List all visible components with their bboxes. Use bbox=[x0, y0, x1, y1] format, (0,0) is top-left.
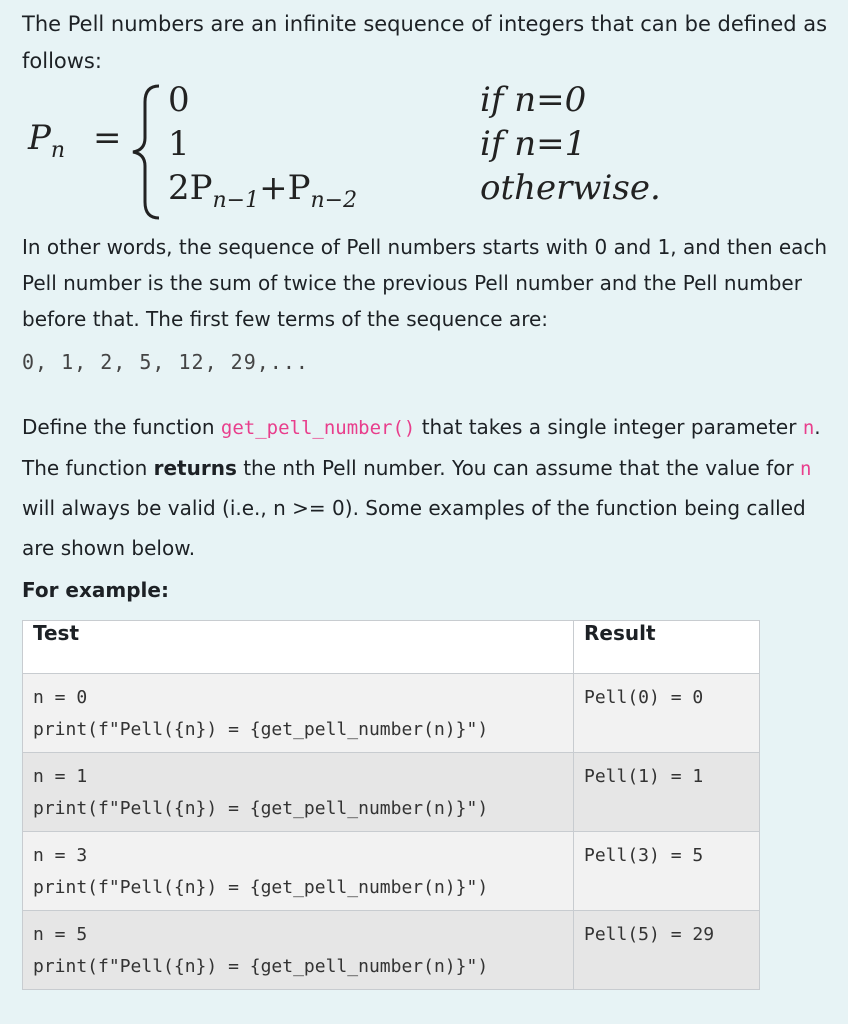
sequence-text: 0, 1, 2, 5, 12, 29,... bbox=[22, 350, 309, 374]
test-cell: n = 5 print(f"Pell({n}) = {get_pell_number(n)}") bbox=[23, 911, 574, 990]
test-cell: n = 0 print(f"Pell({n}) = {get_pell_number(n)}") bbox=[23, 674, 574, 753]
table-row bbox=[23, 753, 760, 832]
examples-table bbox=[22, 620, 760, 990]
case-cond-0: if n=0 bbox=[480, 80, 587, 120]
param-code: n bbox=[800, 457, 812, 480]
table-row bbox=[23, 911, 760, 990]
formula-lhs: $P_n$ bbox=[28, 118, 66, 163]
case-expr-1: 1 bbox=[168, 124, 190, 164]
case-cond-1: if n=1 bbox=[480, 124, 587, 164]
result-cell: Pell(3) = 5 bbox=[574, 832, 760, 911]
case-expr-2: $2P_{n-1}+P_{n-2}$ bbox=[168, 168, 358, 213]
explanation-text: In other words, the sequence of Pell numbers starts with 0 and 1, and then each Pell number is the sum of twice the previous Pell number and the Pell number before that. The first few terms of the sequence are: bbox=[22, 235, 828, 331]
case-cond-2: otherwise. bbox=[480, 168, 661, 208]
param-code: n bbox=[802, 417, 815, 439]
result-cell: Pell(5) = 29 bbox=[574, 911, 760, 990]
for-example-heading: For example: bbox=[22, 578, 169, 602]
task-description: Define the function get_pell_number() that takes a single integer parameter n. The function returns the nth Pell number. You can assume that the value for n will always be valid (i.e., n >= 0). Some examples of the function being called are shown below. bbox=[22, 415, 821, 560]
table-header-row bbox=[23, 621, 760, 674]
test-cell: n = 3 print(f"Pell({n}) = {get_pell_number(n)}") bbox=[23, 832, 574, 911]
header-test: Test bbox=[23, 621, 574, 674]
intro-text: The Pell numbers are an infinite sequence of integers that can be defined as follows: bbox=[22, 12, 828, 73]
result-cell: Pell(0) = 0 bbox=[574, 674, 760, 753]
header-result: Result bbox=[574, 621, 760, 674]
formula-equals: = bbox=[93, 118, 122, 158]
pell-formula bbox=[22, 78, 742, 223]
table-row bbox=[23, 832, 760, 911]
case-expr-0: 0 bbox=[168, 80, 190, 120]
test-cell: n = 1 print(f"Pell({n}) = {get_pell_number(n)}") bbox=[23, 753, 574, 832]
formula-brace bbox=[125, 82, 165, 222]
result-cell: Pell(1) = 1 bbox=[574, 753, 760, 832]
function-name-code: get_pell_number() bbox=[220, 417, 416, 439]
table-row bbox=[23, 674, 760, 753]
